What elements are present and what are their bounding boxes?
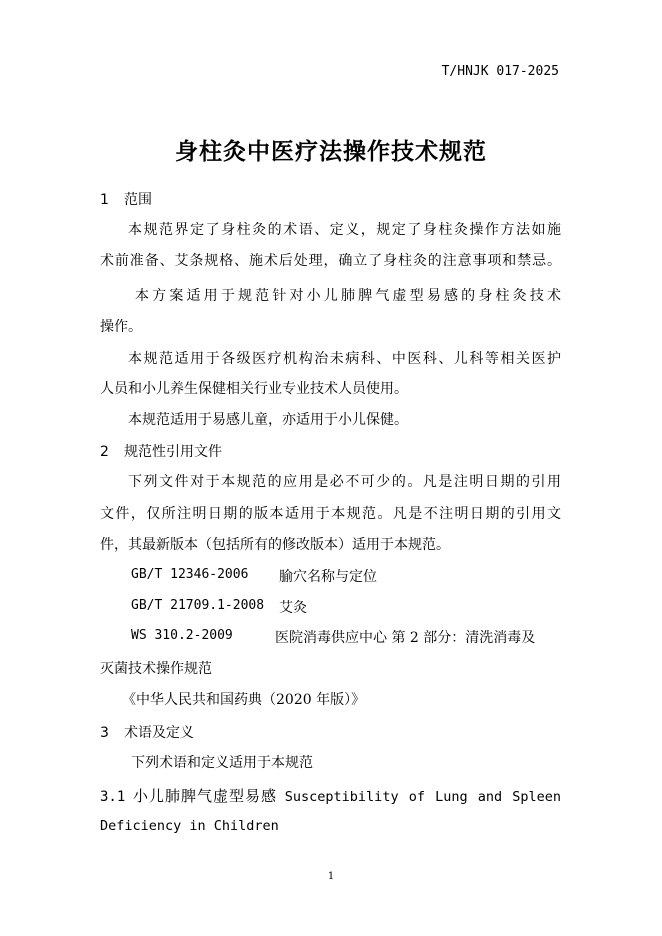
section-3-heading: [100, 722, 194, 742]
term-english: Susceptibility of Lung and Spleen: [284, 789, 561, 805]
paragraph-line: 人员和小儿养生保健相关行业专业技术人员使用。: [100, 381, 408, 397]
reference-item: [131, 597, 264, 613]
reference-item: 《中华人民共和国药典（2020 年版）》: [122, 692, 366, 708]
reference-item: [131, 627, 233, 643]
page-number: 1: [327, 871, 335, 882]
section-number: 3: [100, 725, 109, 741]
paragraph-line: 灭菌技术操作规范: [100, 661, 212, 677]
section-title: 范围: [124, 192, 152, 208]
paragraph-line: 本规范界定了身柱灸的术语、定义，规定了身柱灸操作方法如施: [128, 222, 561, 238]
term-heading: [100, 785, 561, 806]
reference-name: 腧穴名称与定位: [279, 569, 377, 585]
term-number: 3.1: [100, 789, 126, 805]
reference-code: GB/T 12346-2006: [131, 567, 249, 582]
document-title: 身柱灸中医疗法操作技术规范: [175, 139, 487, 165]
paragraph-line: 文件，仅所注明日期的版本适用于本规范。凡是不注明日期的引用文: [100, 506, 561, 522]
paragraph-line: 本规范适用于易感儿童，亦适用于小儿保健。: [128, 412, 408, 428]
reference-code: WS 310.2-2009: [131, 628, 233, 643]
reference-name: 艾灸: [279, 600, 307, 616]
section-number: 1: [100, 192, 109, 208]
section-1-heading: [100, 189, 152, 209]
reference-code: GB/T 21709.1-2008: [131, 598, 265, 613]
term-english-continued: Deficiency in Children: [100, 818, 279, 834]
term-chinese: 小儿肺脾气虚型易感: [133, 787, 278, 805]
section-title: 术语及定义: [124, 725, 194, 741]
reference-item: [131, 566, 248, 582]
paragraph-line: 本方案适用于规范针对小儿肺脾气虚型易感的身柱灸技术: [135, 288, 561, 304]
paragraph-line: 操作。: [100, 319, 142, 335]
reference-name: 医院消毒供应中心 第 2 部分：清洗消毒及: [275, 630, 536, 646]
document-number: T/HNJK 017-2025: [441, 64, 559, 79]
paragraph-line: 下列术语和定义适用于本规范: [131, 755, 313, 771]
paragraph-line: 术前准备、艾条规格、施术后处理，确立了身柱灸的注意事项和禁忌。: [100, 253, 561, 269]
paragraph-line: 件，其最新版本（包括所有的修改版本）适用于本规范。: [100, 537, 450, 553]
section-2-heading: [100, 441, 222, 461]
section-title: 规范性引用文件: [124, 444, 222, 460]
section-number: 2: [100, 444, 109, 460]
paragraph-line: 下列文件对于本规范的应用是必不可少的。凡是注明日期的引用: [128, 474, 561, 490]
paragraph-line: 本规范适用于各级医疗机构治未病科、中医科、儿科等相关医护: [128, 351, 561, 367]
